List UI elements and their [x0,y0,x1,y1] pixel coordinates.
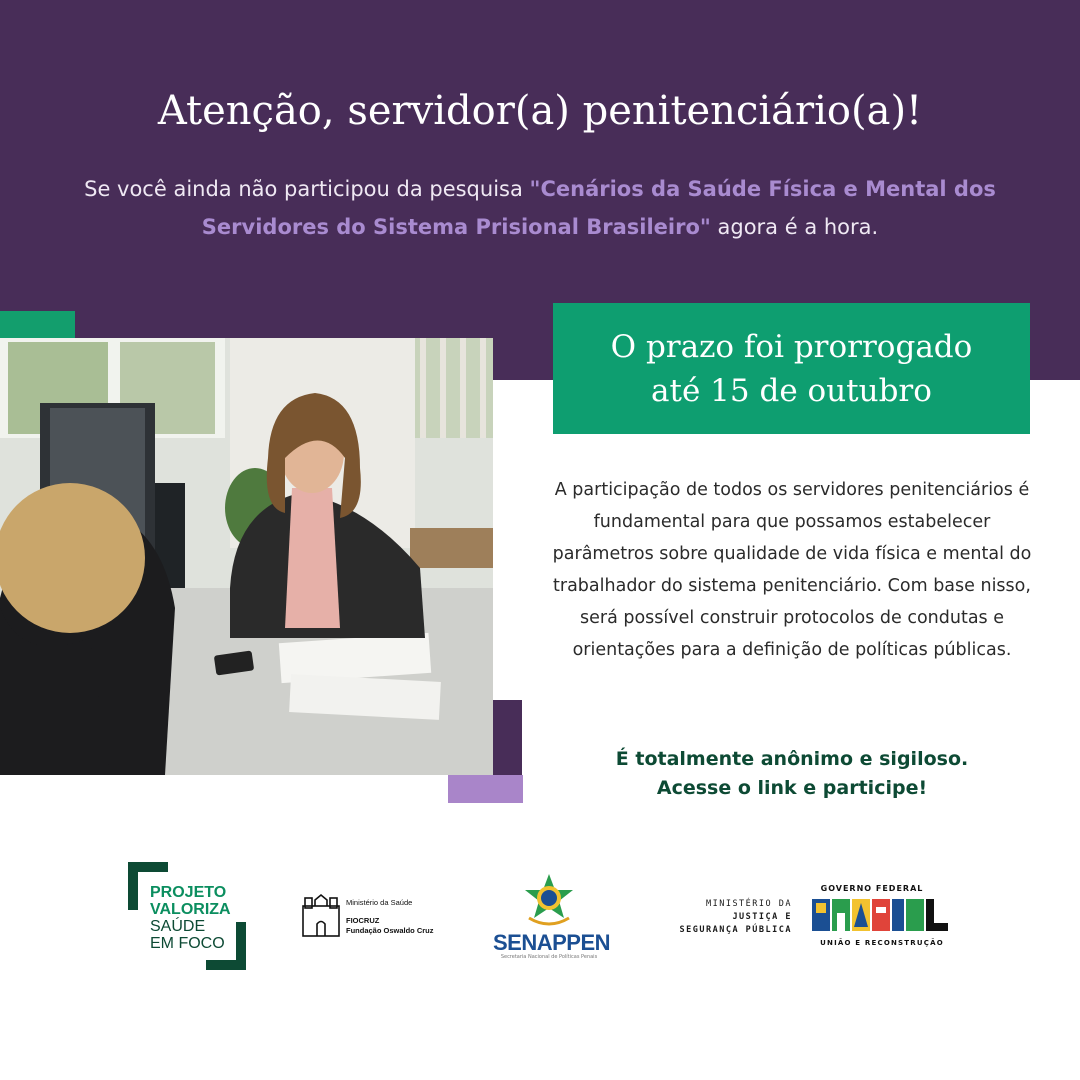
gov-top-text: GOVERNO FEDERAL [820,884,924,893]
accent-purple-dark-block [493,700,522,775]
deadline-line-1: O prazo foi prorrogado [610,328,973,365]
office-photo [0,338,493,775]
mjsp-line-1: MINISTÉRIO DA [705,899,792,909]
valoriza-line-2: VALORIZA [150,901,231,918]
mjsp-line-3: SEGURANÇA PÚBLICA [679,925,792,935]
brasil-wordmark-icon [812,897,952,933]
senappen-subtitle: Secretaria Nacional de Políticas Penais [500,954,598,960]
fiocruz-ministry: Ministério da Saúde [346,898,413,907]
body-paragraph: A participação de todos os servidores penitenciários é fundamental para que possamos estabelecer parâmetros sobre qualidade de vida física e mental do trabalhador do sistema penitenciário. Com base nisso, será possível construir protocolos de condutas e orientações para a definição de políticas públicas. [552,480,1032,660]
intro-after: agora é a hora. [717,215,879,239]
senappen-logo [493,872,611,967]
intro-text [70,170,1010,246]
call-to-action [548,745,1036,803]
cta-line-1: É totalmente anônimo e sigiloso. [615,748,969,770]
gov-bottom-text: UNIÃO E RECONSTRUÇÃO [820,939,944,947]
accent-green-block [0,311,75,338]
fiocruz-name: FIOCRUZ [346,916,380,925]
deadline-box [553,303,1030,434]
governo-federal-logo [812,884,952,954]
mjsp-line-2: JUSTIÇA E [732,912,792,922]
survey-name: "Cenários da Saúde Física e Mental dos Servidores do Sistema Prisional Brasileiro" [201,177,996,239]
ministerio-justica-logo [640,898,792,937]
intro-before: Se você ainda não participou da pesquisa [84,177,523,201]
projeto-valoriza-logo [128,862,246,970]
fiocruz-full: Fundação Oswaldo Cruz [346,926,434,935]
partner-logos [0,850,1080,980]
castle-icon [300,892,342,938]
deadline-line-2: até 15 de outubro [651,372,932,409]
valoriza-line-1: PROJETO [150,884,227,901]
accent-purple-light-block [448,775,523,803]
headline: Atenção, servidor(a) penitenciário(a)! [157,88,923,134]
valoriza-line-4: EM FOCO [150,935,225,952]
cta-line-2: Acesse o link e participe! [656,777,928,799]
coat-of-arms-icon [519,872,579,930]
fiocruz-logo [300,892,450,942]
senappen-name: SENAPPEN [493,930,611,955]
valoriza-line-3: SAÚDE [150,918,206,935]
